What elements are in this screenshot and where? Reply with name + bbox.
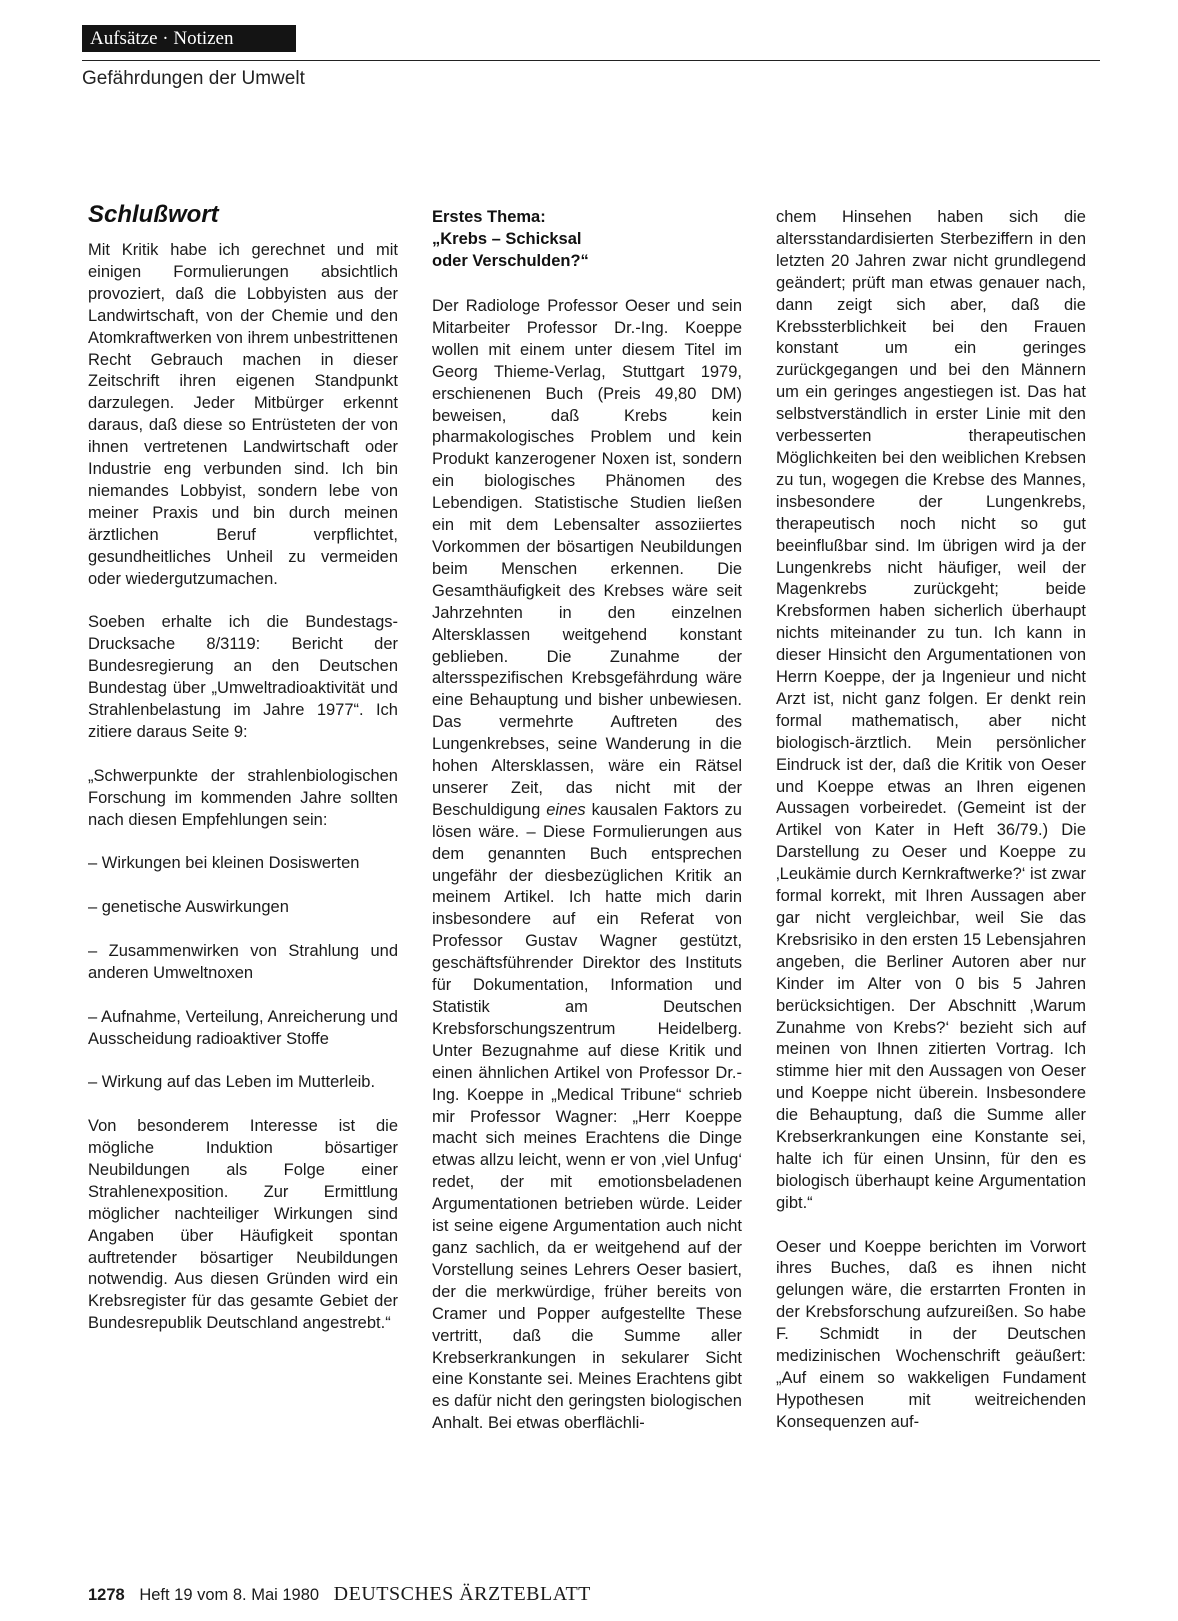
subheading [432,207,742,273]
paragraph: Mit Kritik habe ich gerechnet und mit einigen Formulierungen absichtlich provoziert, daß die Lobbyisten aus der Landwirtschaft, von der Chemie und den Atomkraftwerken von ihrem unbestrittenen Recht Gebrauch machen in dieser Zeitschrift ihren eigenen Standpunkt darzulegen. Jeder Mitbürger erkennt daraus, daß diese so Entrüsteten der von ihnen vertretenen Landwirtschaft oder Industrie eng verbunden sind. Ich bin niemandes Lobbyist, sondern lebe von meiner Praxis und bin durch meinen ärztlichen Beruf verpflichtet, gesundheitliches Unheil zu vermeiden oder wiedergutzumachen. [88,241,398,588]
column-1 [88,240,398,1335]
column-3 [776,207,1086,1434]
emphasis: eines [546,800,586,819]
journal-name: DEUTSCHES ÄRZTEBLATT [333,1583,591,1605]
text-run: Der Radiologe Professor Oeser und sein Mitarbeiter Professor Dr.-Ing. Koeppe wollen mit einem unter diesem Titel im Georg Thieme-Verlag, Stuttgart 1979, erschienenen Buch (Preis 49,80 DM) beweisen, daß Krebs kein pharmakologisches Problem und kein Produkt kanzerogener Noxen ist, sondern ein biologisches Phänomen des Lebendigen. Statistische Studien ließen ein mit dem Lebensalter assoziiertes Vorkommen der bösartigen Neubildungen beim Menschen erkennen. Die Gesamthäufigkeit des Krebses wäre seit Jahrzehnten in den einzelnen Altersklassen weitgehend konstant geblieben. Die Zunahme der altersspezifischen Krebsgefährdung wäre eine Behauptung und bisher unbewiesen. Das vermehrte Auftreten des Lungenkrebses, seine Wanderung in die hohen Altersklassen, wäre ein Rätsel unserer Zeit, das nicht mit der Beschuldigung [432,297,742,819]
header-rule [82,60,1100,61]
subheading-line: oder Verschulden?“ [432,251,589,270]
paragraph: Soeben erhalte ich die Bundestags-Drucksache 8/3119: Bericht der Bundesregierung an den Deutschen Bundestag über „Umweltradioaktivität und Strahlenbelastung im Jahre 1977“. Ich zitiere daraus Seite 9: [88,613,398,741]
paragraph [432,296,742,1435]
section-subtitle: Gefährdungen der Umwelt [82,68,305,89]
text-run: kausalen Faktors zu lösen wäre. – Diese Formulierungen aus dem genannten Buch entsprechen ungefähr der diesbezüglichen Kritik an meinem Artikel. Ich hatte mich darin insbesondere auf ein Referat von Professor Gustav Wagner gestützt, geschäftsführender Direktor des Instituts für Dokumentation, Information und Statistik am Deutschen Krebsforschungszentrum Heidelberg. Unter Bezugnahme auf diese Kritik und einen ähnlichen Artikel von Professor Dr.-Ing. Koeppe in „Medical Tribune“ schrieb mir Professor Wagner: „Herr Koeppe macht sich meines Erachtens die Dinge etwas allzu leicht, wenn er von ‚viel Unfug‘ redet, der mit emotionsbeladenen Argumentationen betrieben würde. Leider ist seine eigene Argumentation auch nicht ganz sachlich, da er weitgehend auf der Vorstellung seines Lehrers Oeser basiert, der die merkwürdige, früher bereits von Cramer und Popper aufgestellte These vertritt, daß die Summe aller Krebserkrankungen in sekularer Sicht eine Konstante sei. Meines Erachtens gibt es dafür nicht den geringsten biologischen Anhalt. Bei etwas oberflächli- [432,800,742,1433]
article-title: Schlußwort [88,201,219,228]
page-number: 1278 [88,1586,125,1604]
list-item: – Wirkungen bei kleinen Dosiswerten [88,854,360,873]
paragraph: Oeser und Koeppe berichten im Vorwort ihres Buches, daß es ihnen nicht gelungen wäre, die erstarrten Fronten in der Krebsforschung aufzureißen. So habe F. Schmidt in der Deutschen medizinischen Wochenschrift geäußert: „Auf einem so wakkeligen Fundament Hypothesen mit weitreichenden Konsequenzen auf- [776,1237,1086,1431]
paragraph: chem Hinsehen haben sich die altersstandardisierten Sterbeziffern in den letzten 20 Jahren zwar nicht grundlegend geändert; prüft man etwas genauer nach, dann zeigt sich aber, daß die Krebssterblichkeit bei den Frauen konstant um ein geringes zurückgegangen und bei den Männern um ein geringes angestiegen ist. Das hat selbstverständlich in erster Linie mit den verbesserten therapeutischen Möglichkeiten bei den weiblichen Krebsen zu tun, wogegen die Krebse des Mannes, insbesondere der Lungenkrebs, therapeutisch noch nicht so gut beeinflußbar sind. Im übrigen wird ja der Lungenkrebs nicht häufiger, weil der Magenkrebs zurückgeht; beide Krebsformen haben sicherlich überhaupt nichts miteinander zu tun. Ich kann in dieser Hinsicht den Argumentationen von Herrn Koeppe, der ja Ingenieur und nicht Arzt ist, nicht ganz folgen. Er denkt rein formal mathematisch, aber nicht biologisch-ärztlich. Mein persönlicher Eindruck ist der, daß die Kritik von Oeser und Koeppe etwas an Ihren eigenen Aussagen vorbeiredet. (Gemeint ist der Artikel von Kater in Heft 36/79.) Die Darstellung zu Oeser und Koeppe zu ‚Leukämie durch Kernkraftwerke?‘ ist zwar formal korrekt, mit Ihren Aussagen aber gar nicht vergleichbar, weil Sie das Krebsrisiko in den ersten 15 Lebensjahren angeben, die Berliner Autoren aber nur Kinder im Alter von 0 bis 5 Jahren berücksichtigen. Der Abschnitt ‚Warum Zunahme von Krebs?‘ bezieht sich auf meinen von Ihnen zitierten Vortrag. Ich stimme hier mit den Aussagen von Oeser und Koeppe nicht überein. Insbesondere die Behauptung, daß die Summe aller Krebserkrankungen eine Konstante sei, halte ich für einen Unsinn, für den es biologisch überhaupt keine Argumentation gibt.“ [776,208,1086,1212]
column-2 [432,296,742,1435]
list-item: – Aufnahme, Verteilung, Anreicherung und Ausscheidung radioaktiver Stoffe [88,1007,398,1048]
list-item: – Wirkung auf das Leben im Mutterleib. [88,1073,376,1092]
paragraph: Von besonderem Interesse ist die mögliche Induktion bösartiger Neubildungen als Folge einer Strahlenexposition. Zur Ermittlung möglicher nachteiliger Wirkungen sind Angaben über Häufigkeit spontan auftretender bösartiger Neubildungen notwendig. Aus diesen Gründen wird ein Krebsregister für das gesamte Gebiet der Bundesrepublik Deutschland angestrebt.“ [88,1117,398,1333]
quote-paragraph: „Schwerpunkte der strahlenbiologischen Forschung im kommenden Jahre sollten nach diesen Empfehlungen sein: [88,766,398,829]
issue-info: Heft 19 vom 8. Mai 1980 [139,1586,320,1604]
list-item: – Zusammenwirken von Strahlung und anderen Umweltnoxen [88,941,398,982]
subheading-line: „Krebs – Schicksal [432,229,582,248]
page-footer [88,1582,591,1607]
subheading-line: Erstes Thema: [432,208,546,226]
list-item: – genetische Auswirkungen [88,898,289,917]
section-tag: Aufsätze · Notizen [82,25,296,52]
